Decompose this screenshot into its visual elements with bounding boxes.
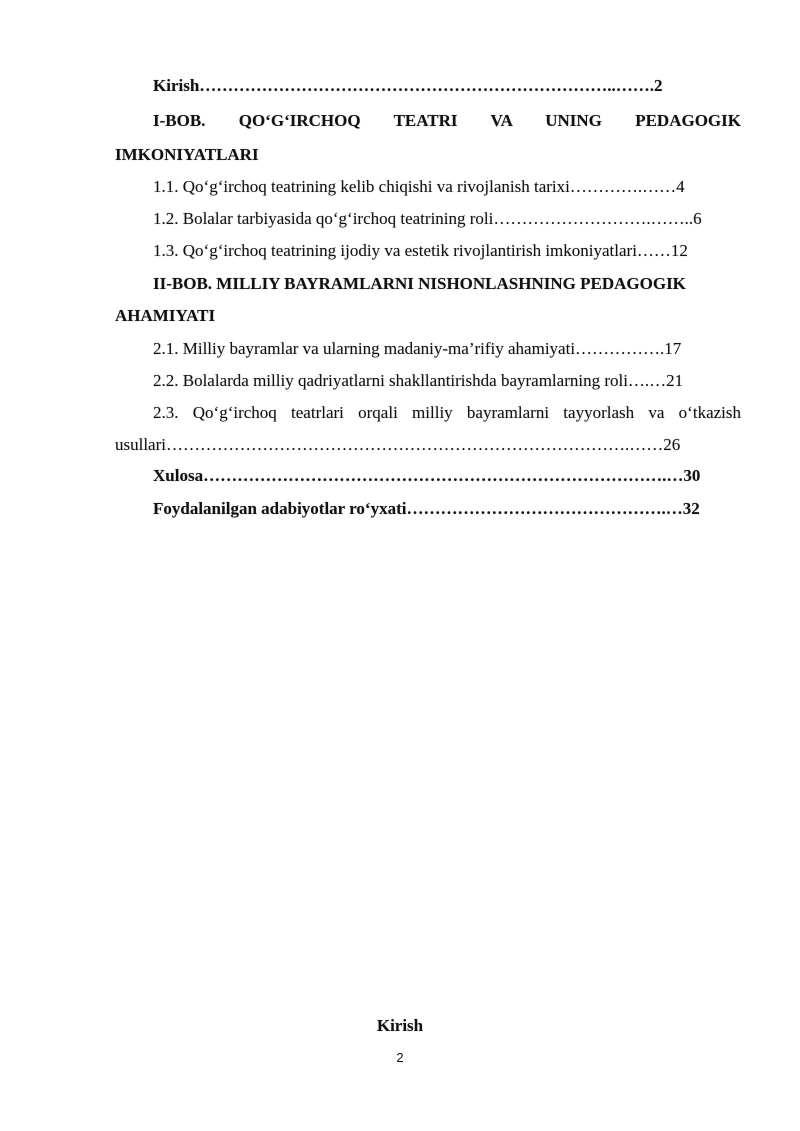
toc-chapter-2-title-cont: AHAMIYATI <box>115 306 216 325</box>
toc-entry-references: Foydalanilgan adabiyotlar ro‘yxati……………………………………….…32 <box>153 499 700 518</box>
toc-entry-conclusion: Xulosa……………………………………………………………………….…30 <box>153 466 701 485</box>
toc-chapter-2-title: II-BOB. MILLIY BAYRAMLARNI NISHONLASHNING PEDAGOGIK <box>153 274 686 293</box>
toc-chapter-1-title: I-BOB. QO‘G‘IRCHOQ TEATRI VA UNING PEDAGOGIK <box>153 111 741 130</box>
toc-entry-2-3-cont: usullari……………………………………………………………………….……26 <box>115 435 681 454</box>
toc-entry-1-2: 1.2. Bolalar tarbiyasida qo‘g‘irchoq teatrining roli……………………….……..6 <box>153 209 702 228</box>
section-heading: Kirish <box>376 1016 424 1035</box>
page-number: 2 <box>396 1050 404 1065</box>
toc-entry-2-3: 2.3. Qo‘g‘irchoq teatrlari orqali milliy bayramlarni tayyorlash va o‘tkazish <box>153 403 741 422</box>
toc-entry-1-1: 1.1. Qo‘g‘irchoq teatrining kelib chiqishi va rivojlanish tarixi………….……4 <box>153 177 685 196</box>
toc-entry-2-2: 2.2. Bolalarda milliy qadriyatlarni shakllantirishda bayramlarning roli….…21 <box>153 371 684 390</box>
toc-entry-2-1: 2.1. Milliy bayramlar va ularning madaniy-ma’rifiy ahamiyati…………….17 <box>153 339 682 358</box>
toc-chapter-1-title-cont: IMKONIYATLARI <box>115 145 259 164</box>
toc-entry-introduction: Kirish………………………………………………………………..…….2 <box>153 76 663 95</box>
toc-entry-1-3: 1.3. Qo‘g‘irchoq teatrining ijodiy va estetik rivojlantirish imkoniyatlari……12 <box>153 241 688 260</box>
